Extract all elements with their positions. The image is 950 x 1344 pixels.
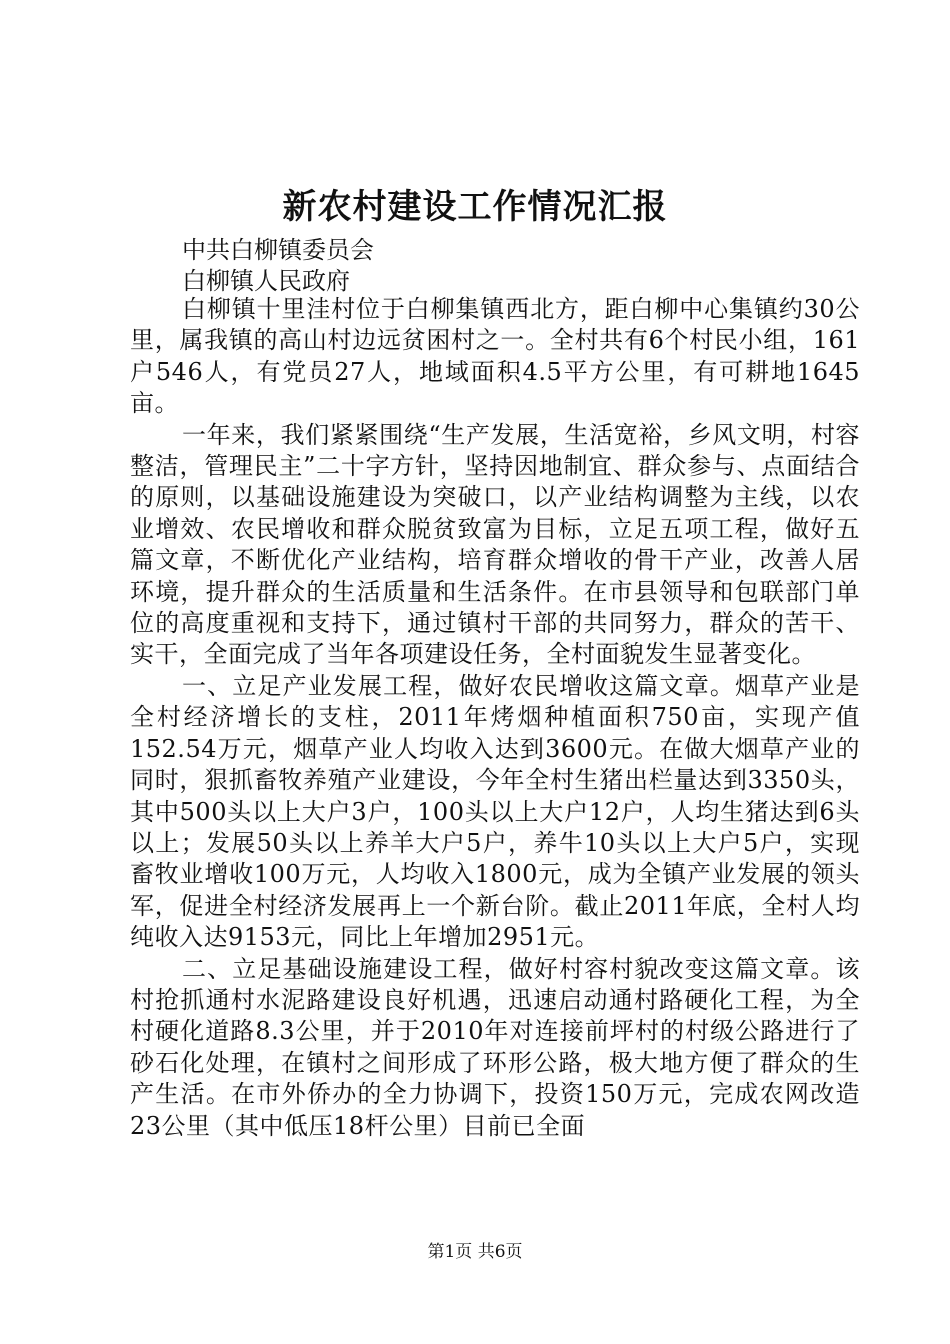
paragraph-industry: 一、立足产业发展工程，做好农民增收这篇文章。烟草产业是全村经济增长的支柱，2011年烤烟种植面积750亩，实现产值152.54万元，烟草产业人均收入达到3600元。在做大烟草产业的同时，狠抓畜牧养殖产业建设，今年全村生猪出栏量达到3350头，其中500头以上大户3户，100头以上大户12户，人均生猪达到6头以上；发展50头以上养羊大户5户，养牛10头以上大户5户，实现畜牧业增收100万元，人均收入1800元，成为全镇产业发展的领头军，促进全村经济发展再上一个新台阶。截止2011年底，全村人均纯收入达9153元，同比上年增加2951元。: [130, 671, 860, 952]
document-title: 新农村建设工作情况汇报: [282, 187, 668, 227]
paragraph-infrastructure: 二、立足基础设施建设工程，做好村容村貌改变这篇文章。该村抢抓通村水泥路建设良好机遇，迅速启动通村路硬化工程，为全村硬化道路8.3公里，并于2010年对连接前坪村的村级公路进行了砂石化处理，在镇村之间形成了环形公路，极大地方便了群众的生产生活。在市外侨办的全力协调下，投资150万元，完成农网改造23公里（其中低压18杆公里）目前已全面: [130, 954, 860, 1140]
paragraph-intro: 白柳镇十里洼村位于白柳集镇西北方，距白柳中心集镇约30公里，属我镇的高山村边远贫困村之一。全村共有6个村民小组，161户546人，有党员27人，地域面积4.5平方公里，有可耕地1645亩。: [130, 295, 860, 418]
page-footer: 第1页 共6页: [427, 1242, 523, 1262]
author-line-committee: 中共白柳镇委员会: [182, 236, 374, 264]
paragraph-overview: 一年来，我们紧紧围绕“生产发展，生活宽裕，乡风文明，村容整洁，管理民主”二十字方针，坚持因地制宜、群众参与、点面结合的原则，以基础设施建设为突破口，以产业结构调整为主线，以农业增效、农民增收和群众脱贫致富为目标，立足五项工程，做好五篇文章，不断优化产业结构，培育群众增收的骨干产业，改善人居环境，提升群众的生活质量和生活条件。在市县领导和包联部门单位的高度重视和支持下，通过镇村干部的共同努力，群众的苦干、实干，全面完成了当年各项建设任务，全村面貌发生显著变化。: [130, 420, 860, 669]
document-body: [130, 294, 860, 1142]
author-line-government: 白柳镇人民政府: [182, 267, 350, 295]
